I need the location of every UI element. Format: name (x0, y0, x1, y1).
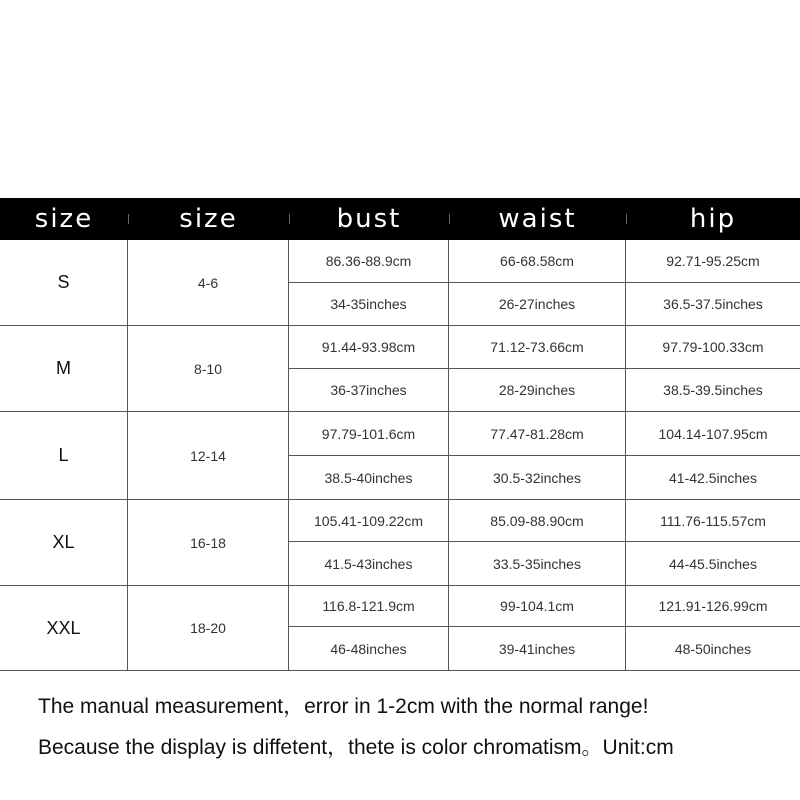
waist-cm: 99-104.1cm (449, 586, 625, 627)
bust-cell (289, 240, 449, 325)
waist-cell (449, 326, 626, 411)
bust-cell (289, 586, 449, 670)
hip-inches: 48-50inches (674, 640, 752, 657)
waist-inches: 26-27inches (498, 296, 576, 312)
bust-cm: 97.79-101.6cm (289, 412, 448, 456)
bust-cm: 116.8-121.9cm (289, 586, 448, 627)
header-waist: waist (449, 198, 626, 240)
size-number: 8-10 (128, 326, 289, 411)
size-label: M (0, 326, 128, 411)
hip-cm: 111.76-115.57cm (626, 500, 800, 542)
note-line-color: Because the display is diffetent，thete is color chromatism。Unit:cm (38, 736, 674, 759)
waist-cell (449, 586, 626, 670)
table-body (0, 240, 800, 671)
hip-cm: 104.14-107.95cm (626, 412, 800, 456)
table-row (0, 412, 800, 500)
hip-cell (626, 326, 800, 411)
notes (38, 686, 778, 768)
note-line-measurement: The manual measurement，error in 1-2cm with the normal range! (38, 695, 649, 718)
size-chart (0, 198, 800, 671)
waist-inches: 39-41inches (498, 640, 576, 657)
bust-cell (289, 500, 449, 585)
size-number: 18-20 (128, 586, 289, 670)
hip-inches: 36.5-37.5inches (663, 296, 763, 312)
header-hip: hip (626, 198, 800, 240)
header-row (0, 198, 800, 240)
waist-cell (449, 240, 626, 325)
waist-cm: 66-68.58cm (449, 240, 625, 283)
bust-inches: 34-35inches (330, 296, 407, 312)
table-row (0, 500, 800, 586)
waist-cm: 85.09-88.90cm (449, 500, 625, 542)
hip-inches: 44-45.5inches (669, 555, 757, 572)
size-number: 16-18 (128, 500, 289, 585)
hip-inches: 38.5-39.5inches (663, 382, 763, 398)
table-row (0, 586, 800, 671)
header-bust: bust (289, 198, 449, 240)
bust-inches: 41.5-43inches (324, 555, 413, 572)
table-row (0, 240, 800, 326)
waist-cm: 77.47-81.28cm (449, 412, 625, 456)
hip-inches: 41-42.5inches (669, 469, 757, 486)
header-size-number: size (128, 198, 289, 240)
waist-cell (449, 500, 626, 585)
bust-cm: 105.41-109.22cm (289, 500, 448, 542)
size-label: S (0, 240, 128, 325)
bust-cm: 91.44-93.98cm (289, 326, 448, 369)
size-label: XL (0, 500, 128, 585)
table-row (0, 326, 800, 412)
waist-inches: 30.5-32inches (493, 469, 581, 486)
waist-inches: 28-29inches (498, 382, 576, 398)
bust-cell (289, 412, 449, 499)
bust-inches: 46-48inches (330, 640, 407, 657)
bust-inches: 38.5-40inches (324, 469, 413, 486)
hip-cm: 97.79-100.33cm (626, 326, 800, 369)
waist-inches: 33.5-35inches (493, 555, 581, 572)
bust-inches: 36-37inches (330, 382, 407, 398)
size-label: L (0, 412, 128, 499)
hip-cm: 121.91-126.99cm (626, 586, 800, 627)
hip-cell (626, 240, 800, 325)
hip-cell (626, 586, 800, 670)
hip-cm: 92.71-95.25cm (626, 240, 800, 283)
waist-cell (449, 412, 626, 499)
bust-cell (289, 326, 449, 411)
hip-cell (626, 500, 800, 585)
header-size-letter: size (34, 204, 94, 234)
waist-cm: 71.12-73.66cm (449, 326, 625, 369)
size-label: XXL (0, 586, 128, 670)
hip-cell (626, 412, 800, 499)
size-number: 4-6 (128, 240, 289, 325)
bust-cm: 86.36-88.9cm (289, 240, 448, 283)
size-number: 12-14 (128, 412, 289, 499)
